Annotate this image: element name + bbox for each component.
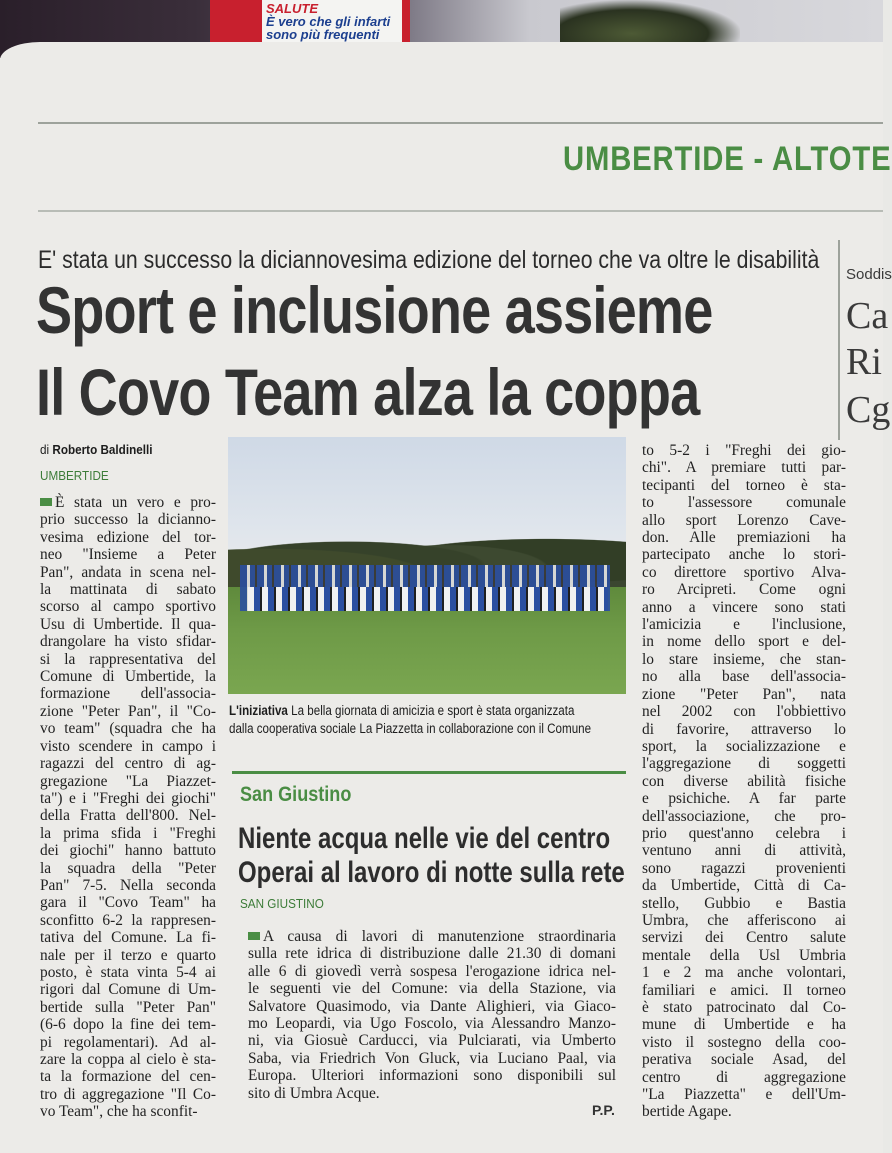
dateline: UMBERTIDE: [40, 468, 109, 483]
text-line: Saba, via Friedrich Von Gluck, via Luciano Paal, via: [248, 1049, 616, 1067]
text-line: È stata un vero e pro-: [40, 494, 216, 511]
text-line: 1 e 2 ma anche volontari,: [642, 964, 846, 982]
text-line: l'amicizia e l'inclusione,: [642, 616, 846, 634]
text-line: da Umbertide, Città di Ca-: [642, 877, 846, 895]
section-header: UMBERTIDE - ALTOTE: [563, 140, 892, 178]
text-line: nel 2002 con l'obbiettivo: [642, 703, 846, 721]
sub-article-body: [248, 928, 616, 1102]
text-line: Comune di Umbertide, la: [40, 668, 216, 686]
sub-article-headline-2: Operai al lavoro di notte sulla rete: [238, 856, 625, 889]
text-line: di favorire, attraverso lo: [642, 720, 846, 738]
text-line: sito di Umbra Acque.: [248, 1084, 380, 1102]
text-line: zione "Peter Pan", nata: [642, 685, 846, 703]
byline-prefix: di: [40, 442, 50, 457]
text-line: sulla rete idrica di distribuzione dalle 21.30 di domani: [248, 945, 616, 963]
text-line: chi". A premiare tutti par-: [642, 459, 846, 477]
text-line: gara il "Covo Team" ha: [40, 894, 216, 912]
sub-article-section: San Giustino: [240, 783, 352, 806]
text-line: Salvatore Quasimodo, via Dante Alighieri, via Giaco-: [248, 997, 616, 1015]
text-line: della Fratta dell'800. Nel-: [40, 807, 216, 825]
text-line: si la rappresentativa del: [40, 650, 216, 668]
text-line: bertide Agape.: [642, 1103, 732, 1121]
text-line: è stato patrocinato dal Co-: [642, 999, 846, 1016]
text-line: to l'assessore comunale: [642, 494, 846, 512]
photo-caption-text: La bella giornata di amicizia e sport è stata organizzata: [291, 703, 575, 718]
text-line: Europa. Ulteriori informazioni sono disponibili sul: [248, 1067, 616, 1085]
magazine-teaser-text: È vero che gli infarti sono più frequenti: [266, 14, 391, 42]
text-line: sono ragazzi provenienti: [642, 859, 846, 877]
text-line: zione "Peter Pan", il "Co-: [40, 702, 216, 720]
text-line: ro Arcipreti. Come ogni: [642, 581, 846, 599]
text-line: nale per il terzo e quarto: [40, 946, 216, 964]
text-line: familiari e amici. Il torneo: [642, 981, 846, 999]
sub-article-headline-1: Niente acqua nelle vie del centro: [238, 822, 611, 855]
text-line: tativa del Comune. La fi-: [40, 929, 216, 947]
text-line: vo team" (squadra che ha: [40, 720, 216, 738]
text-line: neo "Insieme a Peter: [40, 546, 216, 564]
photo-caption-label: L'iniziativa: [229, 703, 288, 718]
byline: [40, 442, 152, 457]
text-line: anno a vincere sono stati: [642, 598, 846, 616]
side-teaser-line-3: Cg: [846, 389, 891, 431]
text-line: sport, la socializzazione e: [642, 737, 846, 755]
text-line: drangolare ha visto sfidar-: [40, 633, 216, 651]
article-column-1: [40, 494, 216, 1121]
text-line: ta la formazione del cen-: [40, 1068, 216, 1086]
text-line: partecipato anche lo stori-: [642, 546, 846, 564]
text-line: lo stare insieme, che stan-: [642, 650, 846, 668]
photo-team-row-front: [248, 587, 608, 611]
text-line: scorso al campo sportivo: [40, 598, 216, 616]
text-line: rigori dal Comune di Um-: [40, 981, 216, 999]
text-line: la prima sfida i "Freghi: [40, 824, 216, 842]
text-line: mo Leopardi, via Ugo Foscolo, via Alessandro Manzo-: [248, 1015, 616, 1033]
side-teaser-line-2: Ri: [846, 341, 882, 383]
paragraph-marker-icon: [248, 932, 260, 940]
text-line: dei giochi" hanno battuto: [40, 842, 216, 860]
text-line: dell'associazione, che pro-: [642, 807, 846, 825]
text-line: tecipanti del torneo è sta-: [642, 476, 846, 494]
text-line: no alla base dell'associa-: [642, 668, 846, 686]
headline-line-2: Il Covo Team alza la coppa: [36, 355, 700, 429]
text-line: visto il sostegno della coo-: [642, 1033, 846, 1051]
text-line: servizi dei Centro salute: [642, 929, 846, 947]
text-line: con diverse abilità fisiche: [642, 772, 846, 790]
sidebar-rule: [838, 240, 840, 440]
text-line: Pan", andata in scena nel-: [40, 563, 216, 581]
text-line: mentale della Usl Umbria: [642, 946, 846, 964]
top-rule: [38, 122, 883, 124]
text-line: visto scendere in campo i: [40, 737, 216, 755]
photo-caption: [229, 702, 592, 738]
photo-caption-line-2: dalla cooperativa sociale La Piazzetta in collaborazione con il Comune: [229, 721, 592, 736]
text-line: la mattinata di sabato: [40, 581, 216, 599]
text-line: pi regolamentari). Ad al-: [40, 1033, 216, 1051]
headline-line-1: Sport e inclusione assieme: [36, 273, 713, 347]
text-line: Usu di Umbertide. Il qua-: [40, 615, 216, 633]
text-line: perativa sociale Asad, del: [642, 1051, 846, 1069]
sub-article-initials: P.P.: [592, 1102, 615, 1118]
text-line: bertide sulla "Peter Pan": [40, 998, 216, 1016]
text-line: prio quest'anno celebra i: [642, 824, 846, 842]
text-line: ta") e i "Freghi dei giochi": [40, 789, 216, 807]
text-line: Umbra, che afferiscono ai: [642, 911, 846, 929]
team-photo: [228, 437, 626, 694]
text-line: alle 6 di giovedì verrà sospesa l'erogazione idrica nel-: [248, 962, 616, 980]
text-line: la squadra della "Peter: [40, 859, 216, 877]
text-line: centro di aggregazione: [642, 1068, 846, 1086]
text-line: sconfitto 6-2 la rappresen-: [40, 911, 216, 929]
text-line: don. Alle premiazioni ha: [642, 529, 846, 547]
text-line: "La Piazzetta" e dell'Um-: [642, 1086, 846, 1104]
side-teaser-small: Soddis: [846, 266, 892, 283]
text-line: mune di Umbertide e ha: [642, 1016, 846, 1034]
text-line: in nome dello sport e del-: [642, 633, 846, 651]
side-teaser-line-1: Ca: [846, 295, 889, 337]
text-line: prio successo la dicianno-: [40, 511, 216, 529]
text-line: ni, via Giosuè Carducci, via Pulciarati, via Umberto: [248, 1032, 616, 1050]
text-line: l'aggregazione di soggetti: [642, 755, 846, 773]
text-line: posto, è stata vinta 5-4 ai: [40, 963, 216, 981]
section-rule: [38, 210, 883, 212]
text-line: le seguenti vie del Comune: via della Stazione, via: [248, 980, 616, 998]
text-line: zare la coppa al cielo è sta-: [40, 1051, 216, 1068]
text-line: formazione dell'associa-: [40, 685, 216, 703]
sub-article-rule: [232, 771, 626, 774]
text-line: gregazione "La Piazzet-: [40, 772, 216, 790]
sub-article-dateline: SAN GIUSTINO: [240, 896, 324, 911]
text-line: stello, Gubbio e Bastia: [642, 894, 846, 912]
paragraph-marker-icon: [40, 498, 52, 506]
magazine-teaser-label: SALUTE: [266, 1, 318, 16]
article-column-3: [642, 442, 846, 1121]
text-line: ragazzi del centro di ag-: [40, 755, 216, 773]
magazine-teaser: [262, 0, 402, 46]
text-line: tro di aggregazione "Il Co-: [40, 1085, 216, 1103]
text-line: e psichiche. A far parte: [642, 790, 846, 808]
text-line: vo Team", che ha sconfit-: [40, 1103, 198, 1121]
kicker: E' stata un successo la diciannovesima edizione del torneo che va oltre le disabilità: [38, 246, 820, 274]
text-line: co direttore sportivo Alva-: [642, 563, 846, 581]
text-line: (6-6 dopo la fine dei tem-: [40, 1016, 216, 1034]
text-line: ventuno anni di attività,: [642, 842, 846, 860]
text-line: to 5-2 i "Freghi dei gio-: [642, 442, 846, 459]
byline-author: Roberto Baldinelli: [52, 442, 153, 457]
text-line: Pan" 7-5. Nella seconda: [40, 876, 216, 894]
text-line: allo sport Lorenzo Cave-: [642, 511, 846, 529]
text-line: vesima edizione del tor-: [40, 528, 216, 546]
text-line: A causa di lavori di manutenzione straordinaria: [248, 928, 616, 945]
